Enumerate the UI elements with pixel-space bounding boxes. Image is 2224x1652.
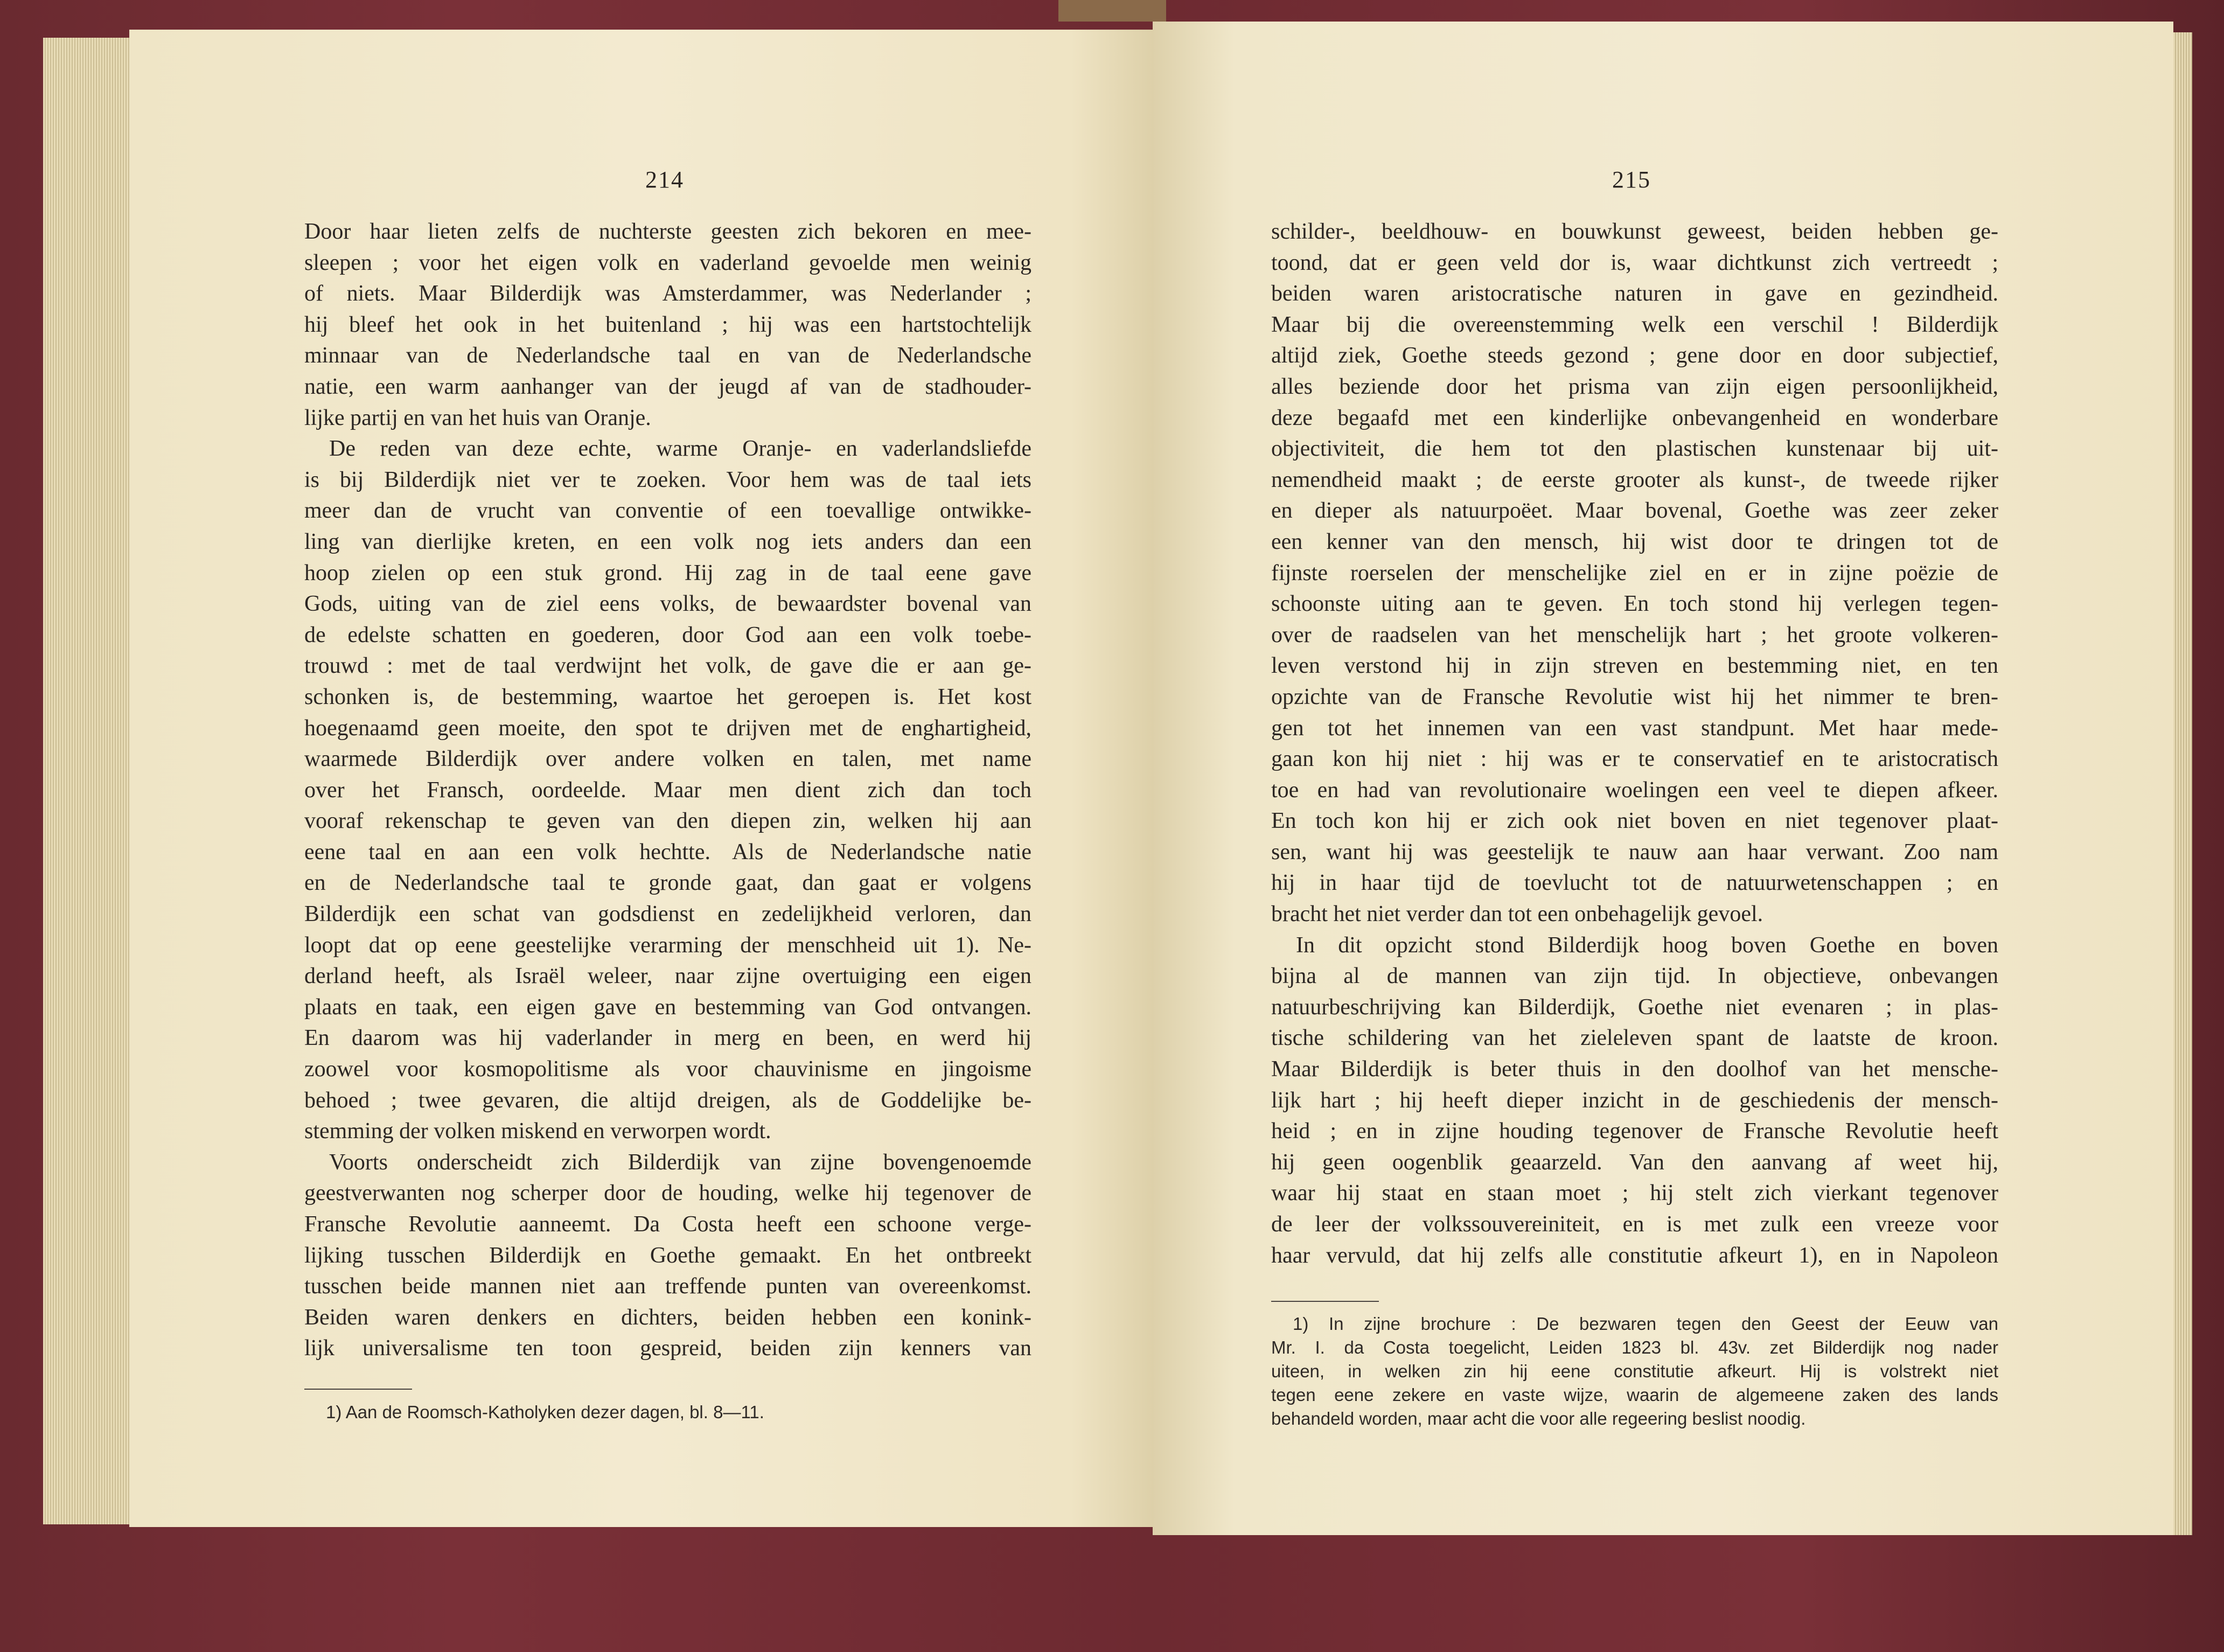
text-line: Maar bij die overeenstemming welk een verschil ! Bilderdijk [1271,312,1998,337]
page-edges-right [2171,32,2192,1535]
text-line: hij geen oogenblik geaarzeld. Van den aanvang af weet hij, [1271,1149,1998,1175]
right-page-body [1271,217,1998,1271]
text-line: alles beziende door het prisma van zijn eigen persoonlijkheid, [1271,374,1998,399]
text-line: De reden van deze echte, warme Oranje- en vaderlandsliefde [329,436,1031,462]
text-line: hij bleef het ook in het buitenland ; hij was een hartstochtelijk [304,312,1031,337]
text-line: Bilderdijk een schat van godsdienst en zedelijkheid verloren, dan [304,902,1031,927]
text-line: toe en had van revolutionaire woelingen een veel te diepen afkeer. [1271,777,1998,803]
text-line: een kenner van den mensch, hij wist door te dringen tot de [1271,529,1998,554]
text-line: plaats en taak, een eigen gave en bestemming van God ontvangen. [304,994,1031,1020]
text-line: tusschen beide mannen niet aan treffende punten van overeenkomst. [304,1274,1031,1299]
text-line: over de raadselen van het menschelijk hart ; het groote volkeren- [1271,622,1998,647]
text-line: deze begaafd met een kinderlijke onbevangenheid en wonderbare [1271,405,1998,430]
text-line: schilder-, beeldhouw- en bouwkunst geweest, beiden hebben ge- [1271,219,1998,244]
right-page-number: 215 [1612,166,1651,193]
text-line: hoegenaamd geen moeite, den spot te drijven met de enghartigheid, [304,715,1031,741]
text-line: minnaar van de Nederlandsche taal en van de Nederlandsche [304,343,1031,368]
footnote-line: Mr. I. da Costa toegelicht, Leiden 1823 bl. 43v. zet Bilderdijk nog nader [1271,1337,1998,1357]
footnote-line: 1) Aan de Roomsch-Katholyken dezer dagen, bl. 8—11. [326,1402,764,1422]
text-line: derland heeft, als Israël weleer, naar zijne overtuiging een eigen [304,964,1031,989]
text-line: vooraf rekenschap te geven van den diepen zin, welken hij aan [304,808,1031,834]
text-line: Door haar lieten zelfs de nuchterste geesten zich bekoren en mee- [304,219,1031,244]
book-spine-band [1058,0,1166,22]
text-line: schoonste uiting aan te geven. En toch stond hij verlegen tegen- [1271,591,1998,617]
text-line: opzichte van de Fransche Revolutie wist hij het nimmer te bren- [1271,684,1998,709]
footnote-line: behandeld worden, maar acht die voor alle regeering beslist noodig. [1271,1409,1806,1428]
text-line: hij in haar tijd de toevlucht tot de natuurwetenschappen ; en [1271,870,1998,896]
page-edges-left [43,38,135,1524]
text-line: nemendheid maakt ; de eerste grooter als kunst-, de tweede rijker [1271,467,1998,492]
text-line: heid ; en in zijne houding tegenover de Fransche Revolutie heeft [1271,1119,1998,1144]
text-line: en de Nederlandsche taal te gronde gaat, dan gaat er volgens [304,870,1031,896]
text-line: hoop zielen op een stuk grond. Hij zag in de taal eene gave [304,560,1031,585]
text-line: waarmede Bilderdijk over andere volken en talen, met name [304,747,1031,772]
text-line: bijna al de mannen van zijn tijd. In objectieve, onbevangen [1271,964,1998,989]
text-line: gen tot het innemen van een vast standpunt. Met haar mede- [1271,715,1998,741]
text-line: trouwd : met de taal verdwijnt het volk, de gave die er aan ge- [304,653,1031,679]
right-page-footnote [1271,1312,1998,1431]
footnote-line: tegen eene zekere en vaste wijze, waarin de algemeene zaken des lands [1271,1385,1998,1405]
text-line: natuurbeschrijving kan Bilderdijk, Goethe niet evenaren ; in plas- [1271,994,1998,1020]
text-line: lijk hart ; hij heeft dieper inzicht in de geschiedenis der mensch- [1271,1088,1998,1113]
text-line: Fransche Revolutie aanneemt. Da Costa heeft een schoone verge- [304,1212,1031,1237]
text-line: fijnste roerselen der menschelijke ziel en er in zijne poëzie de [1271,560,1998,585]
text-line: Maar Bilderdijk is beter thuis in den doolhof van het mensche- [1271,1057,1998,1082]
text-line: natie, een warm aanhanger van der jeugd af van de stadhouder- [304,374,1031,399]
text-line: sen, want hij was geestelijk te nauw aan haar verwant. Zoo nam [1271,839,1998,865]
text-line: behoed ; twee gevaren, die altijd dreigen, als de Goddelijke be- [304,1088,1031,1113]
right-footnote-rule [1271,1301,1379,1302]
text-line: zoowel voor kosmopolitisme als voor chauvinisme en jingoisme [304,1057,1031,1082]
left-page-footnote [304,1400,891,1424]
text-line: de leer der volkssouvereiniteit, en is met zulk een vreeze voor [1271,1212,1998,1237]
text-line: loopt dat op eene geestelijke verarming der menschheid uit 1). Ne- [304,932,1031,958]
text-line: Beiden waren denkers en dichters, beiden hebben een konink- [304,1305,1031,1330]
text-line: leven verstond hij in zijn streven en bestemming niet, en ten [1271,653,1998,679]
text-line: beiden waren aristocratische naturen in gave en gezindheid. [1271,281,1998,306]
text-line: In dit opzicht stond Bilderdijk hoog boven Goethe en boven [1296,932,1998,958]
text-line: geestverwanten nog scherper door de houding, welke hij tegenover de [304,1181,1031,1206]
text-line: de edelste schatten en goederen, door God aan een volk toebe- [304,622,1031,647]
left-page-body [304,217,1031,1364]
footnote-line: 1) In zijne brochure : De bezwaren tegen den Geest der Eeuw van [1293,1314,1998,1334]
text-line: gaan kon hij niet : hij was er te conservatief en te aristocratisch [1271,747,1998,772]
text-line: altijd ziek, Goethe steeds gezond ; gene door en door subjectief, [1271,343,1998,368]
text-line: toond, dat er geen veld dor is, waar dichtkunst zich vertreedt ; [1271,250,1998,275]
text-line: en dieper als natuurpoëet. Maar bovenal, Goethe was zeer zeker [1271,498,1998,524]
text-line: lijk universalisme ten toon gespreid, beiden zijn kenners van [304,1336,1031,1361]
text-line: En toch kon hij er zich ook niet boven en niet tegenover plaat- [1271,808,1998,834]
text-line: of niets. Maar Bilderdijk was Amsterdammer, was Nederlander ; [304,281,1031,306]
text-line: eene taal en aan een volk hechtte. Als de Nederlandsche natie [304,839,1031,865]
text-line: sleepen ; voor het eigen volk en vaderland gevoelde men weinig [304,250,1031,275]
text-line: Voorts onderscheidt zich Bilderdijk van zijne bovengenoemde [329,1149,1031,1175]
left-page-number: 214 [645,166,684,193]
footnote-line: uiteen, in welken zin hij eene constitutie afkeurt. Hij is volstrekt niet [1271,1361,1998,1381]
text-line: lijking tusschen Bilderdijk en Goethe gemaakt. En het ontbreekt [304,1243,1031,1268]
text-line: meer dan de vrucht van conventie of een toevallige ontwikke- [304,498,1031,524]
text-line: waar hij staat en staan moet ; hij stelt zich vierkant tegenover [1271,1181,1998,1206]
text-line: lijke partij en van het huis van Oranje. [304,405,651,430]
text-line: stemming der volken miskend en verworpen wordt. [304,1119,771,1144]
text-line: tische schildering van het zieleleven spant de laatste de kroon. [1271,1026,1998,1051]
text-line: over het Fransch, oordeelde. Maar men dient zich dan toch [304,777,1031,803]
text-line: Gods, uiting van de ziel eens volks, de bewaardster bovenal van [304,591,1031,617]
text-line: ling van dierlijke kreten, en een volk nog iets anders dan een [304,529,1031,554]
text-line: bracht het niet verder dan tot een onbehagelijk gevoel. [1271,902,1763,927]
text-line: is bij Bilderdijk niet ver te zoeken. Voor hem was de taal iets [304,467,1031,492]
text-line: schonken is, de bestemming, waartoe het geroepen is. Het kost [304,684,1031,709]
text-line: haar vervuld, dat hij zelfs alle constitutie afkeurt 1), en in Napoleon [1271,1243,1998,1268]
text-line: objectiviteit, die hem tot den plastischen kunstenaar bij uit- [1271,436,1998,462]
text-line: En daarom was hij vaderlander in merg en been, en werd hij [304,1026,1031,1051]
left-footnote-rule [304,1389,412,1390]
